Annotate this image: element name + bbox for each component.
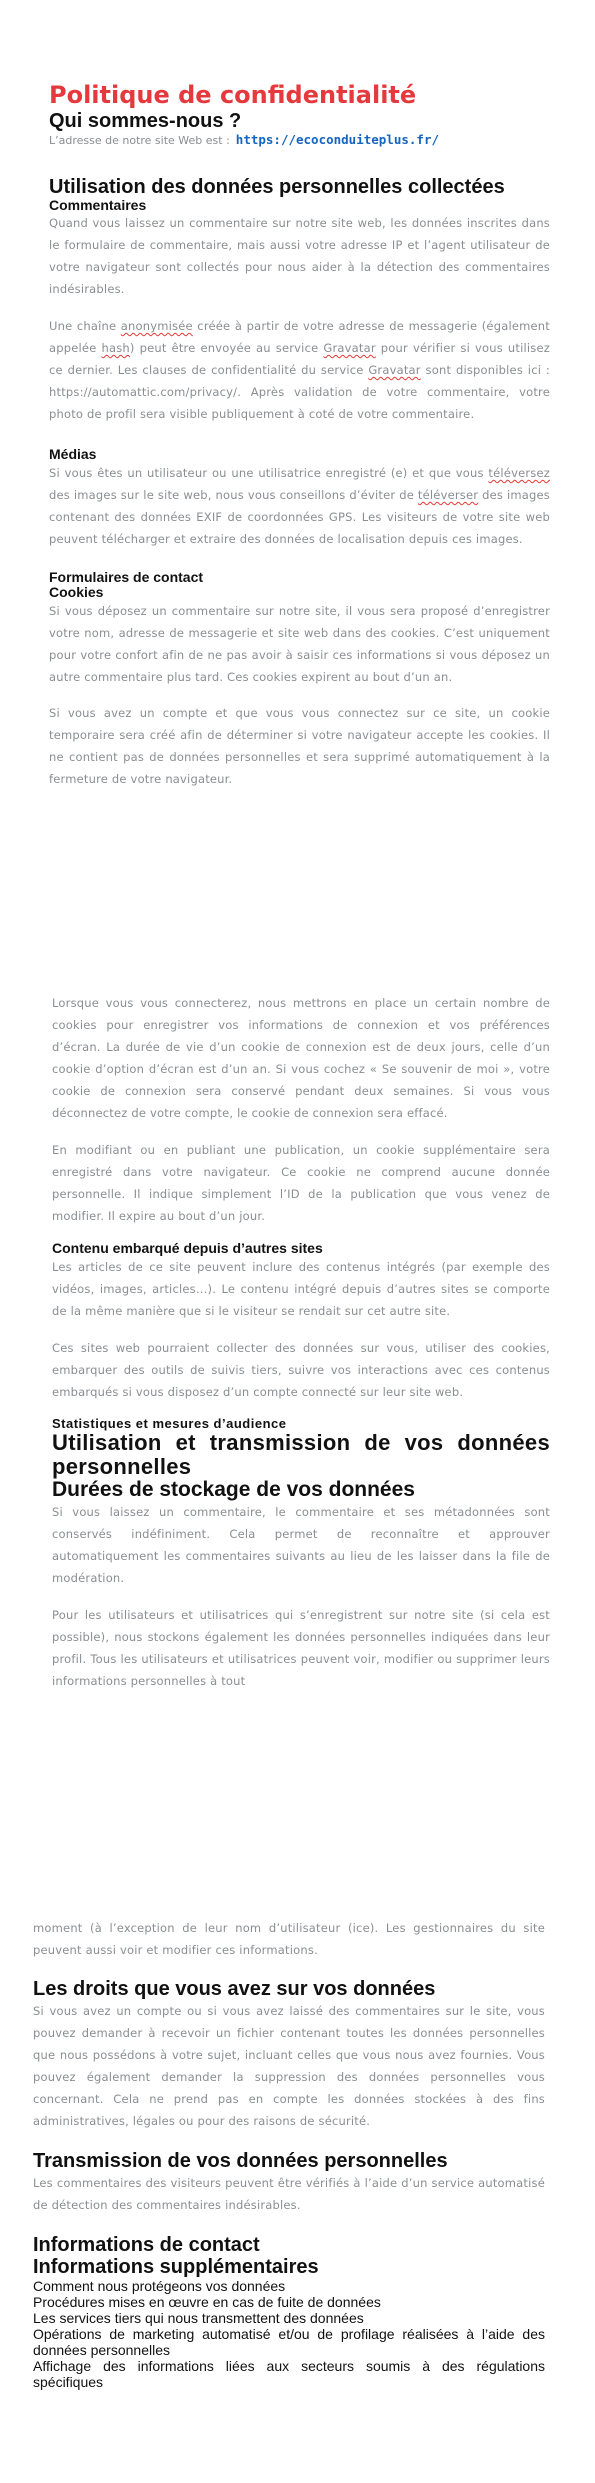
cookies-paragraph-2: Si vous avez un compte et que vous vous connectez sur ce site, un cookie temporaire sera créé afin de déterminer si votre navigateur accepte les cookies. Il ne contient pas de données personnelles et sera supprimé automatiquement à la fermeture de votre navigateur. [49,706,550,786]
statistics-heading: Statistiques et mesures d’audience [52,1416,287,1431]
list-item: Affichage des informations liées aux secteurs soumis à des régulations spécifiques [33,2358,545,2390]
additional-info-heading: Informations supplémentaires [33,2256,319,2278]
list-item: Comment nous protégeons vos données [33,2278,286,2294]
collected-data-heading: Utilisation des données personnelles collectées [49,176,505,198]
transmission-paragraph: Les commentaires des visiteurs peuvent être vérifiés à l’aide d’un service automatisé de détection des commentaires indésirables. [33,2176,545,2212]
cookies-heading: Cookies [49,584,104,600]
storage-paragraph-2: Pour les utilisateurs et utilisatrices qui s’enregistrent sur notre site (si cela est possible), nous stockons également les données personnelles indiquées dans leur profil. Tous les utilisateurs et utilisatrices peuvent voir, modifier ou supprimer leurs informations personnelles à tout [52,1608,550,1688]
embedded-paragraph-1: Les articles de ce site peuvent inclure des contenus intégrés (par exemple des vidéos, images, articles…). Le contenu intégré depuis d’autres sites se comporte de la même manière que si le visiteur se rendait sur cet autre site. [52,1260,550,1318]
page-title: Politique de confidentialité [49,81,417,109]
rights-heading: Les droits que vous avez sur vos données [33,1978,436,2000]
cookies-paragraph-1: Si vous déposez un commentaire sur notre site, il vous sera proposé d’enregistrer votre nom, adresse de messagerie et site web dans des cookies. C’est uniquement pour votre confort afin de ne pas avoir à saisir ces informations si vous déposez un autre commentaire plus tard. Ces cookies expirent au bout d’un an. [49,604,550,684]
cookies-continued-section [52,992,550,1692]
spellcheck-word: téléversez [488,466,550,480]
list-item: Opérations de marketing automatisé et/ou de profilage réalisées à l’aide des données personnelles [33,2326,545,2358]
storage-paragraph-1: Si vous laissez un commentaire, le commentaire et ses métadonnées sont conservés indéfiniment. Cela permet de reconnaître et approuver automatiquement les commentaires suivants au lieu de les laisser dans la file de modération. [52,1505,550,1585]
policy-section-top [49,80,550,148]
spellcheck-word: Gravatar [323,341,376,355]
media-heading: Médias [49,446,97,462]
spellcheck-word: Gravatar [368,363,421,377]
list-item: Les services tiers qui nous transmettent des données [33,2310,364,2326]
rights-section [33,1917,545,2390]
site-address-label: L’adresse de notre site Web est : [49,134,230,147]
embedded-content-heading: Contenu embarqué depuis d’autres sites [52,1240,323,1256]
site-address-link[interactable]: https://ecoconduiteplus.fr/ [235,132,439,147]
contact-info-heading: Informations de contact [33,2234,260,2256]
media-paragraph: Si vous êtes un utilisateur ou une utilisatrice enregistré (e) et que vous téléversez des images sur le site web, nous vous conseillons d’éviter de téléverser des images contenant des données EXIF de coordonnées GPS. Les visiteurs de votre site web peuvent télécharger et extraire des données de localisation depuis ces images. [49,466,550,546]
cookies-paragraph-4: En modifiant ou en publiant une publication, un cookie supplémentaire sera enregistré dans votre navigateur. Ce cookie ne comprend aucune donnée personnelle. Il indique simplement l’ID de la publication que vous venez de modifier. Il expire au bout d’un jour. [52,1143,550,1223]
usage-transmission-heading: Utilisation et transmission de vos données personnelles [52,1430,550,1479]
spellcheck-word: hash [101,341,130,355]
list-item: Procédures mises en œuvre en cas de fuite de données [33,2294,381,2310]
comments-heading: Commentaires [49,197,147,213]
storage-paragraph-2-end: moment (à l’exception de leur nom d’utilisateur (ice). Les gestionnaires du site peuvent aussi voir et modifier ces informations. [33,1921,545,1957]
collected-data-section [49,176,550,790]
site-address-line [49,133,550,148]
contact-forms-heading: Formulaires de contact [49,569,204,585]
spellcheck-word: anonymisée [120,319,193,333]
storage-duration-heading: Durées de stockage de vos données [52,1478,415,1501]
embedded-paragraph-2: Ces sites web pourraient collecter des données sur vous, utiliser des cookies, embarquer des outils de suivis tiers, suivre vos interactions avec ces contenus embarqués si vous disposez d’un compte connecté sur leur site web. [52,1341,550,1399]
about-heading: Qui sommes-nous ? [49,110,242,132]
comments-paragraph-1: Quand vous laissez un commentaire sur notre site web, les données inscrites dans le formulaire de commentaire, mais aussi votre adresse IP et l’agent utilisateur de votre navigateur sont collectés pour nous aider à la détection des commentaires indésirables. [49,216,550,296]
transmission-heading: Transmission de vos données personnelles [33,2150,448,2172]
comments-paragraph-2: Une chaîne anonymisée créée à partir de votre adresse de messagerie (également appelée hash) peut être envoyée au service Gravatar pour vérifier si vous utilisez ce dernier. Les clauses de confidentialité du service Gravatar sont disponibles ici : https://automattic.com/privacy/. Après validation de votre commentaire, votre photo de profil sera visible publiquement à coté de votre commentaire. [49,319,550,421]
cookies-paragraph-3: Lorsque vous vous connecterez, nous mettrons en place un certain nombre de cookies pour enregistrer vos informations de connexion et vos préférences d’écran. La durée de vie d’un cookie de connexion est de deux jours, celle d’un cookie d’option d’écran est d’un an. Si vous cochez « Se souvenir de moi », votre cookie de connexion sera conservé pendant deux semaines. Si vous vous déconnectez de votre compte, le cookie de connexion sera effacé. [52,996,550,1120]
additional-info-list [33,2278,545,2390]
rights-paragraph: Si vous avez un compte ou si vous avez laissé des commentaires sur le site, vous pouvez demander à recevoir un fichier contenant toutes les données personnelles que nous possédons à votre sujet, incluant celles que vous nous avez fournies. Vous pouvez également demander la suppression des données personnelles vous concernant. Cela ne prend pas en compte les données stockées à des fins administratives, légales ou pour des raisons de sécurité. [33,2004,545,2128]
spellcheck-word: téléverser [417,488,479,502]
